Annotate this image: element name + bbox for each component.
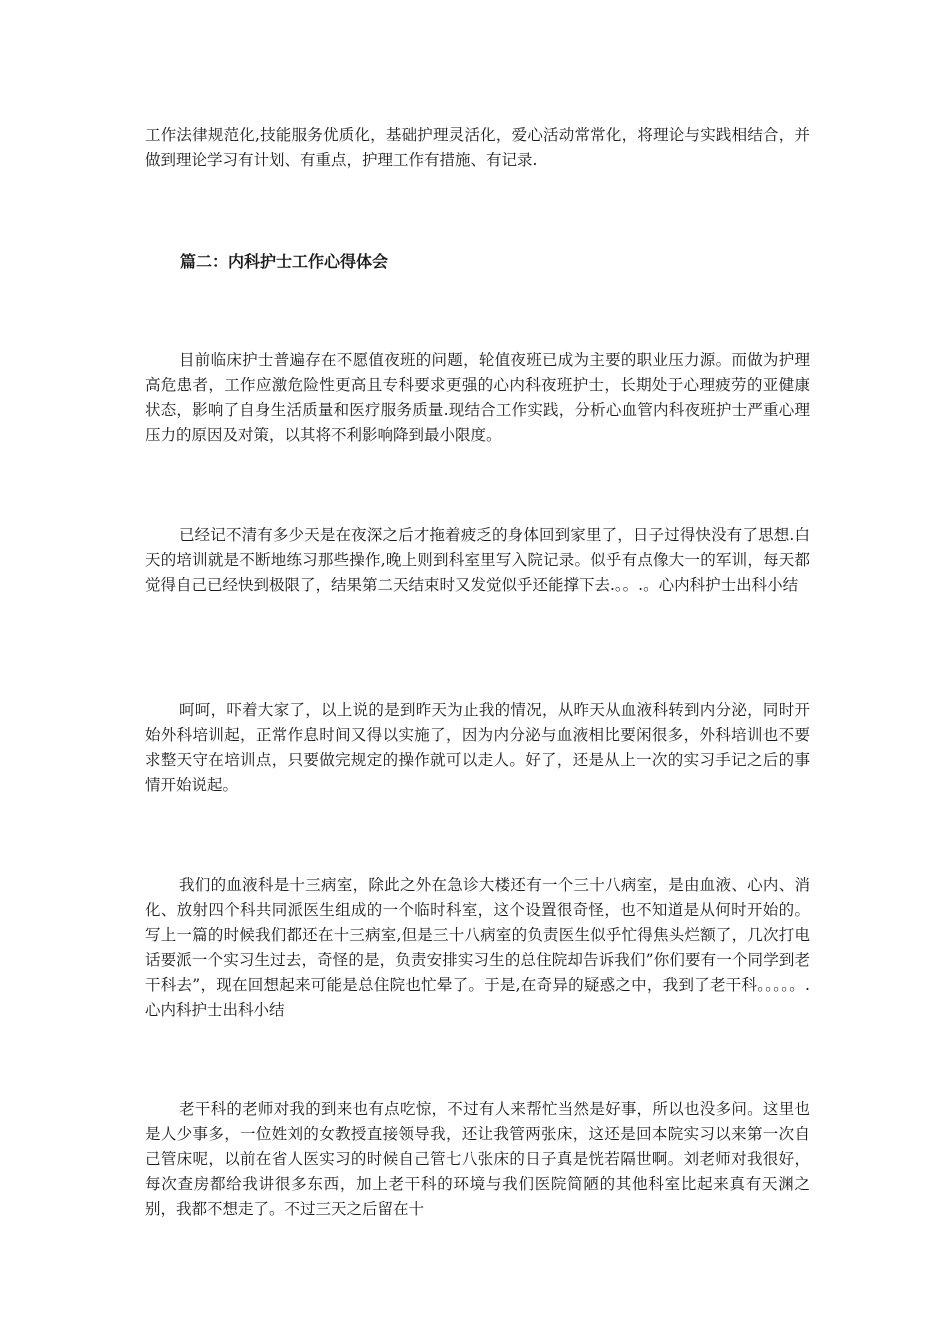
paragraph-stress-causes: 目前临床护士普遍存在不愿值夜班的问题，轮值夜班已成为主要的职业压力源。而做为护理高危患者，工作应激危险性更高且专科要求更强的心内科夜班护士，长期处于心理疲劳的亚健康状态，影响了自身生活质量和医疗服务质量.现结合工作实践，分析心血管内科夜班护士严重心理压力的原因及对策，以其将不利影响降到最小限度。 [145,351,810,444]
paragraph-hematology: 我们的血液科是十三病室，除此之外在急诊大楼还有一个三十八病室，是由血液、心内、消化、放射四个科共同派医生组成的一个临时科室，这个设置很奇怪，也不知道是从何时开始的。写上一篇的时候我们都还在十三病室,但是三十八病室的负责医生似乎忙得焦头烂额了，几次打电话要派一个实习生过去，奇怪的是，负责安排实习生的总住院却告诉我们”你们要有一个同学到老干科去”，现在回想起来可能是总住院也忙晕了。于是,在奇异的疑惑之中，我到了老干科。。。。。.心内科护士出科小结 [145,876,810,1019]
intro-paragraph: 工作法律规范化,技能服务优质化，基础护理灵活化，爱心活动常常化，将理论与实践相结合，并做到理论学习有计划、有重点，护理工作有措施、有记录. [145,126,810,169]
paragraph-night-training: 已经记不清有多少天是在夜深之后才拖着疲乏的身体回到家里了，日子过得快没有了思想.白天的培训就是不断地练习那些操作,晚上则到科室里写入院记录。似乎有点像大一的军训，每天都觉得自己已经快到极限了，结果第二天结束时又发觉似乎还能撑下去.。。.。心内科护士出科小结 [145,526,810,594]
paragraph-transfer: 呵呵，吓着大家了，以上说的是到昨天为止我的情况，从昨天从血液科转到内分泌，同时开始外科培训起，正常作息时间又得以实施了，因为内分泌与血液相比要闲很多，外科培训也不要求整天守在培训点，只要做完规定的操作就可以走人。好了，还是从上一次的实习手记之后的事情开始说起。 [145,701,810,794]
section-heading: 篇二：内科护士工作心得体会 [180,252,389,271]
paragraph-geriatric: 老干科的老师对我的到来也有点吃惊，不过有人来帮忙当然是好事，所以也没多问。这里也是人少事多，一位姓刘的女教授直接领导我，还让我管两张床，这还是回本院实习以来第一次自己管床呢，以前在省人医实习的时候自己管七八张床的日子真是恍若隔世啊。刘老师对我很好，每次查房都给我讲很多东西，加上老干科的环境与我们医院简陋的其他科室比起来真有天渊之别，我都不想走了。不过三天之后留在十 [145,1100,810,1218]
